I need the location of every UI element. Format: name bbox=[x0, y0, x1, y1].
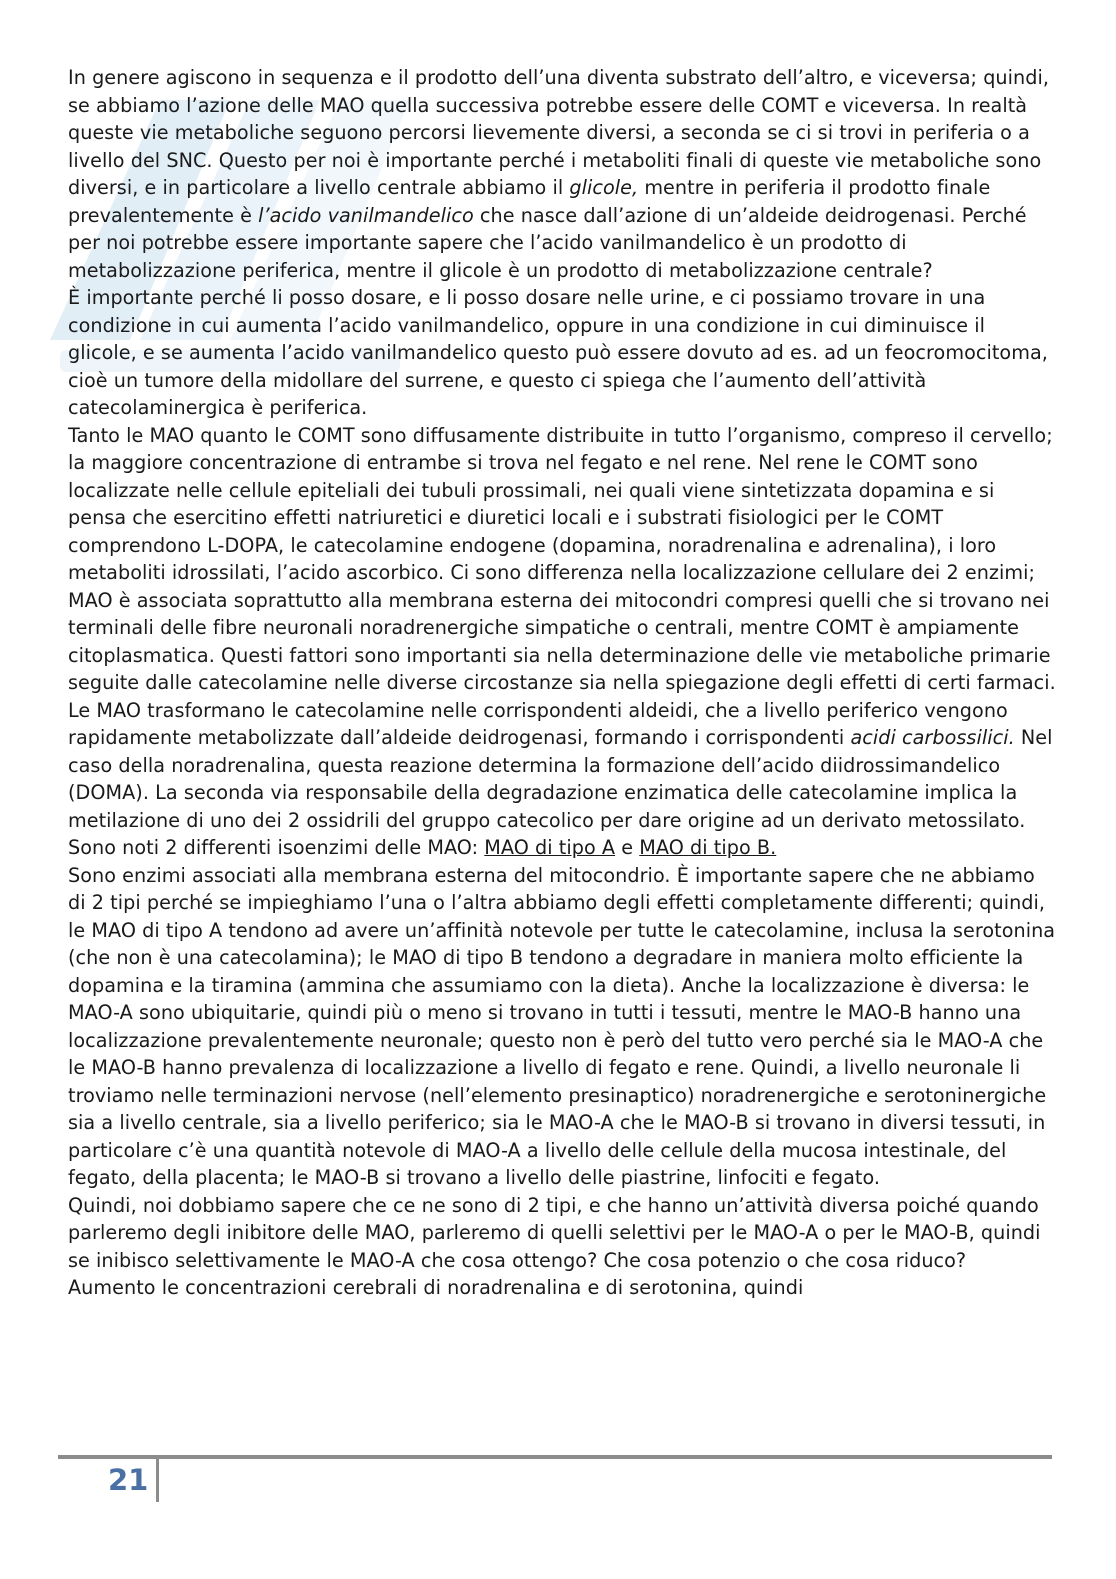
text-run: Le MAO trasformano le catecolamine nelle corrispondenti aldeidi, che a livello periferico vengono rapidamente metabolizzate dall’aldeide deidrogenasi, formando i corrispondenti bbox=[68, 698, 1008, 749]
paragraph bbox=[68, 697, 1058, 835]
text-run: e bbox=[615, 836, 640, 859]
text-run: È importante perché li posso dosare, e li posso dosare nelle urine, e ci possiamo trovare in una condizione in cui aumenta l’acido vanilmandelico, oppure in una condizione in cui diminuisce il glicole, e se aumenta l’acido vanilmandelico questo può essere dovuto ad es. ad un feocromocitoma, cioè un tumore della midollare del surrene, e questo ci spiega che l’aumento dell’attività catecolaminergica è periferica. bbox=[68, 286, 1048, 419]
text-run: In genere agiscono in sequenza e il prodotto dell’una diventa substrato dell’altro, e viceversa; quindi, se abbiamo l’azione delle MAO quella successiva potrebbe essere delle COMT e viceversa. In realtà queste vie metaboliche seguono percorsi lievemente diversi, a seconda se ci si trovi in periferia o a livello del SNC. Questo per noi è importante perché i metaboliti finali di queste vie metaboliche sono diversi, e in particolare a livello centrale abbiamo il bbox=[68, 66, 1049, 199]
italic-term: glicole, bbox=[569, 176, 639, 199]
underlined-term: MAO di tipo B. bbox=[639, 836, 777, 859]
text-run: che nasce dall’azione di un’aldeide deidrogenasi. Perché per noi potrebbe essere importante sapere che l’acido vanilmandelico è un prodotto di metabolizzazione periferica, mentre il glicole è un prodotto di metabolizzazione centrale? bbox=[68, 203, 1027, 282]
text-run: Tanto le MAO quanto le COMT sono diffusamente distribuite in tutto l’organismo, compreso il cervello; la maggiore concentrazione di entrambe si trova nel fegato e nel rene. Nel rene le COMT sono localizzate nelle cellule epiteliali dei tubuli prossimali, nei quali viene sintetizzata dopamina e si pensa che esercitino effetti natriuretici e diuretici locali e i substrati fisiologici per le COMT comprendono L-DOPA, le catecolamine endogene (dopamina, noradrenalina e adrenalina), i loro metaboliti idrossilati, l’acido ascorbico. Ci sono differenza nella localizzazione cellulare dei 2 enzimi; MAO è associata soprattutto alla membrana esterna dei mitocondri compresi quelli che si trovano nei terminali delle fibre neuronali noradrenergiche simpatiche o centrali, mentre COMT è ampiamente citoplasmatica. Questi fattori sono importanti sia nella determinazione delle vie metaboliche primarie seguite dalle catecolamine nelle diverse circostanze sia nella spiegazione degli effetti di certi farmaci. bbox=[68, 423, 1056, 694]
paragraph bbox=[68, 284, 1058, 422]
page-number: 21 bbox=[108, 1463, 149, 1497]
paragraph bbox=[68, 862, 1058, 1192]
paragraph bbox=[68, 1192, 1058, 1302]
paragraph bbox=[68, 64, 1058, 284]
text-run: Quindi, noi dobbiamo sapere che ce ne sono di 2 tipi, e che hanno un’attività diversa poiché quando parleremo degli inibitore delle MAO, parleremo di quelli selettivi per le MAO-A o per le MAO-B, quindi se inibisco selettivamente le MAO-A che cosa ottengo? Che cosa potenzio o che cosa riduco? Aumento le concentrazioni cerebrali di noradrenalina e di serotonina, quindi bbox=[68, 1193, 1041, 1299]
footer-divider bbox=[58, 1455, 1052, 1459]
underlined-term: MAO di tipo A bbox=[484, 836, 616, 859]
text-run: mentre in periferia il prodotto finale prevalentemente è bbox=[68, 176, 991, 227]
text-run: Nel caso della noradrenalina, questa reazione determina la formazione dell’acido diidrossimandelico (DOMA). La seconda via responsabile della degradazione enzimatica delle catecolamine implica la metilazione di uno dei 2 ossidrili del gruppo catecolico per dare origine ad un derivato metossilato. bbox=[68, 726, 1053, 832]
text-run: Sono enzimi associati alla membrana esterna del mitocondrio. È importante sapere che ne abbiamo di 2 tipi perché se impieghiamo l’una o l’altra abbiamo degli effetti completamente differenti; quindi, le MAO di tipo A tendono ad avere un’affinità notevole per tutte le catecolamine, inclusa la serotonina (che non è una catecolamina); le MAO di tipo B tendono a degradare in maniera molto efficiente la dopamina e la tiramina (ammina che assumiamo con la dieta). Anche la localizzazione è diversa: le MAO-A sono ubiquitarie, quindi più o meno si trovano in tutti i tessuti, mentre le MAO-B hanno una localizzazione prevalentemente neuronale; questo non è però del tutto vero perché sia le MAO-A che le MAO-B hanno prevalenza di localizzazione a livello di fegato e rene. Quindi, a livello neuronale li troviamo nelle terminazioni nervose (nell’elemento presinaptico) noradrenergiche e serotoninergiche sia a livello centrale, sia a livello periferico; sia le MAO-A che le MAO-B si trovano in diversi tessuti, in particolare c’è una quantità notevole di MAO-A a livello delle cellule della mucosa intestinale, del fegato, della placenta; le MAO-B si trovano a livello delle piastrine, linfociti e fegato. bbox=[68, 863, 1056, 1189]
paragraph bbox=[68, 834, 1058, 862]
page-number-separator bbox=[156, 1459, 159, 1502]
text-run: Sono noti 2 differenti isoenzimi delle MAO: bbox=[68, 836, 485, 859]
document-body bbox=[68, 64, 1058, 1302]
paragraph bbox=[68, 422, 1058, 697]
italic-term: acidi carbossilici. bbox=[850, 726, 1015, 749]
italic-term: l’acido vanilmandelico bbox=[258, 203, 474, 227]
